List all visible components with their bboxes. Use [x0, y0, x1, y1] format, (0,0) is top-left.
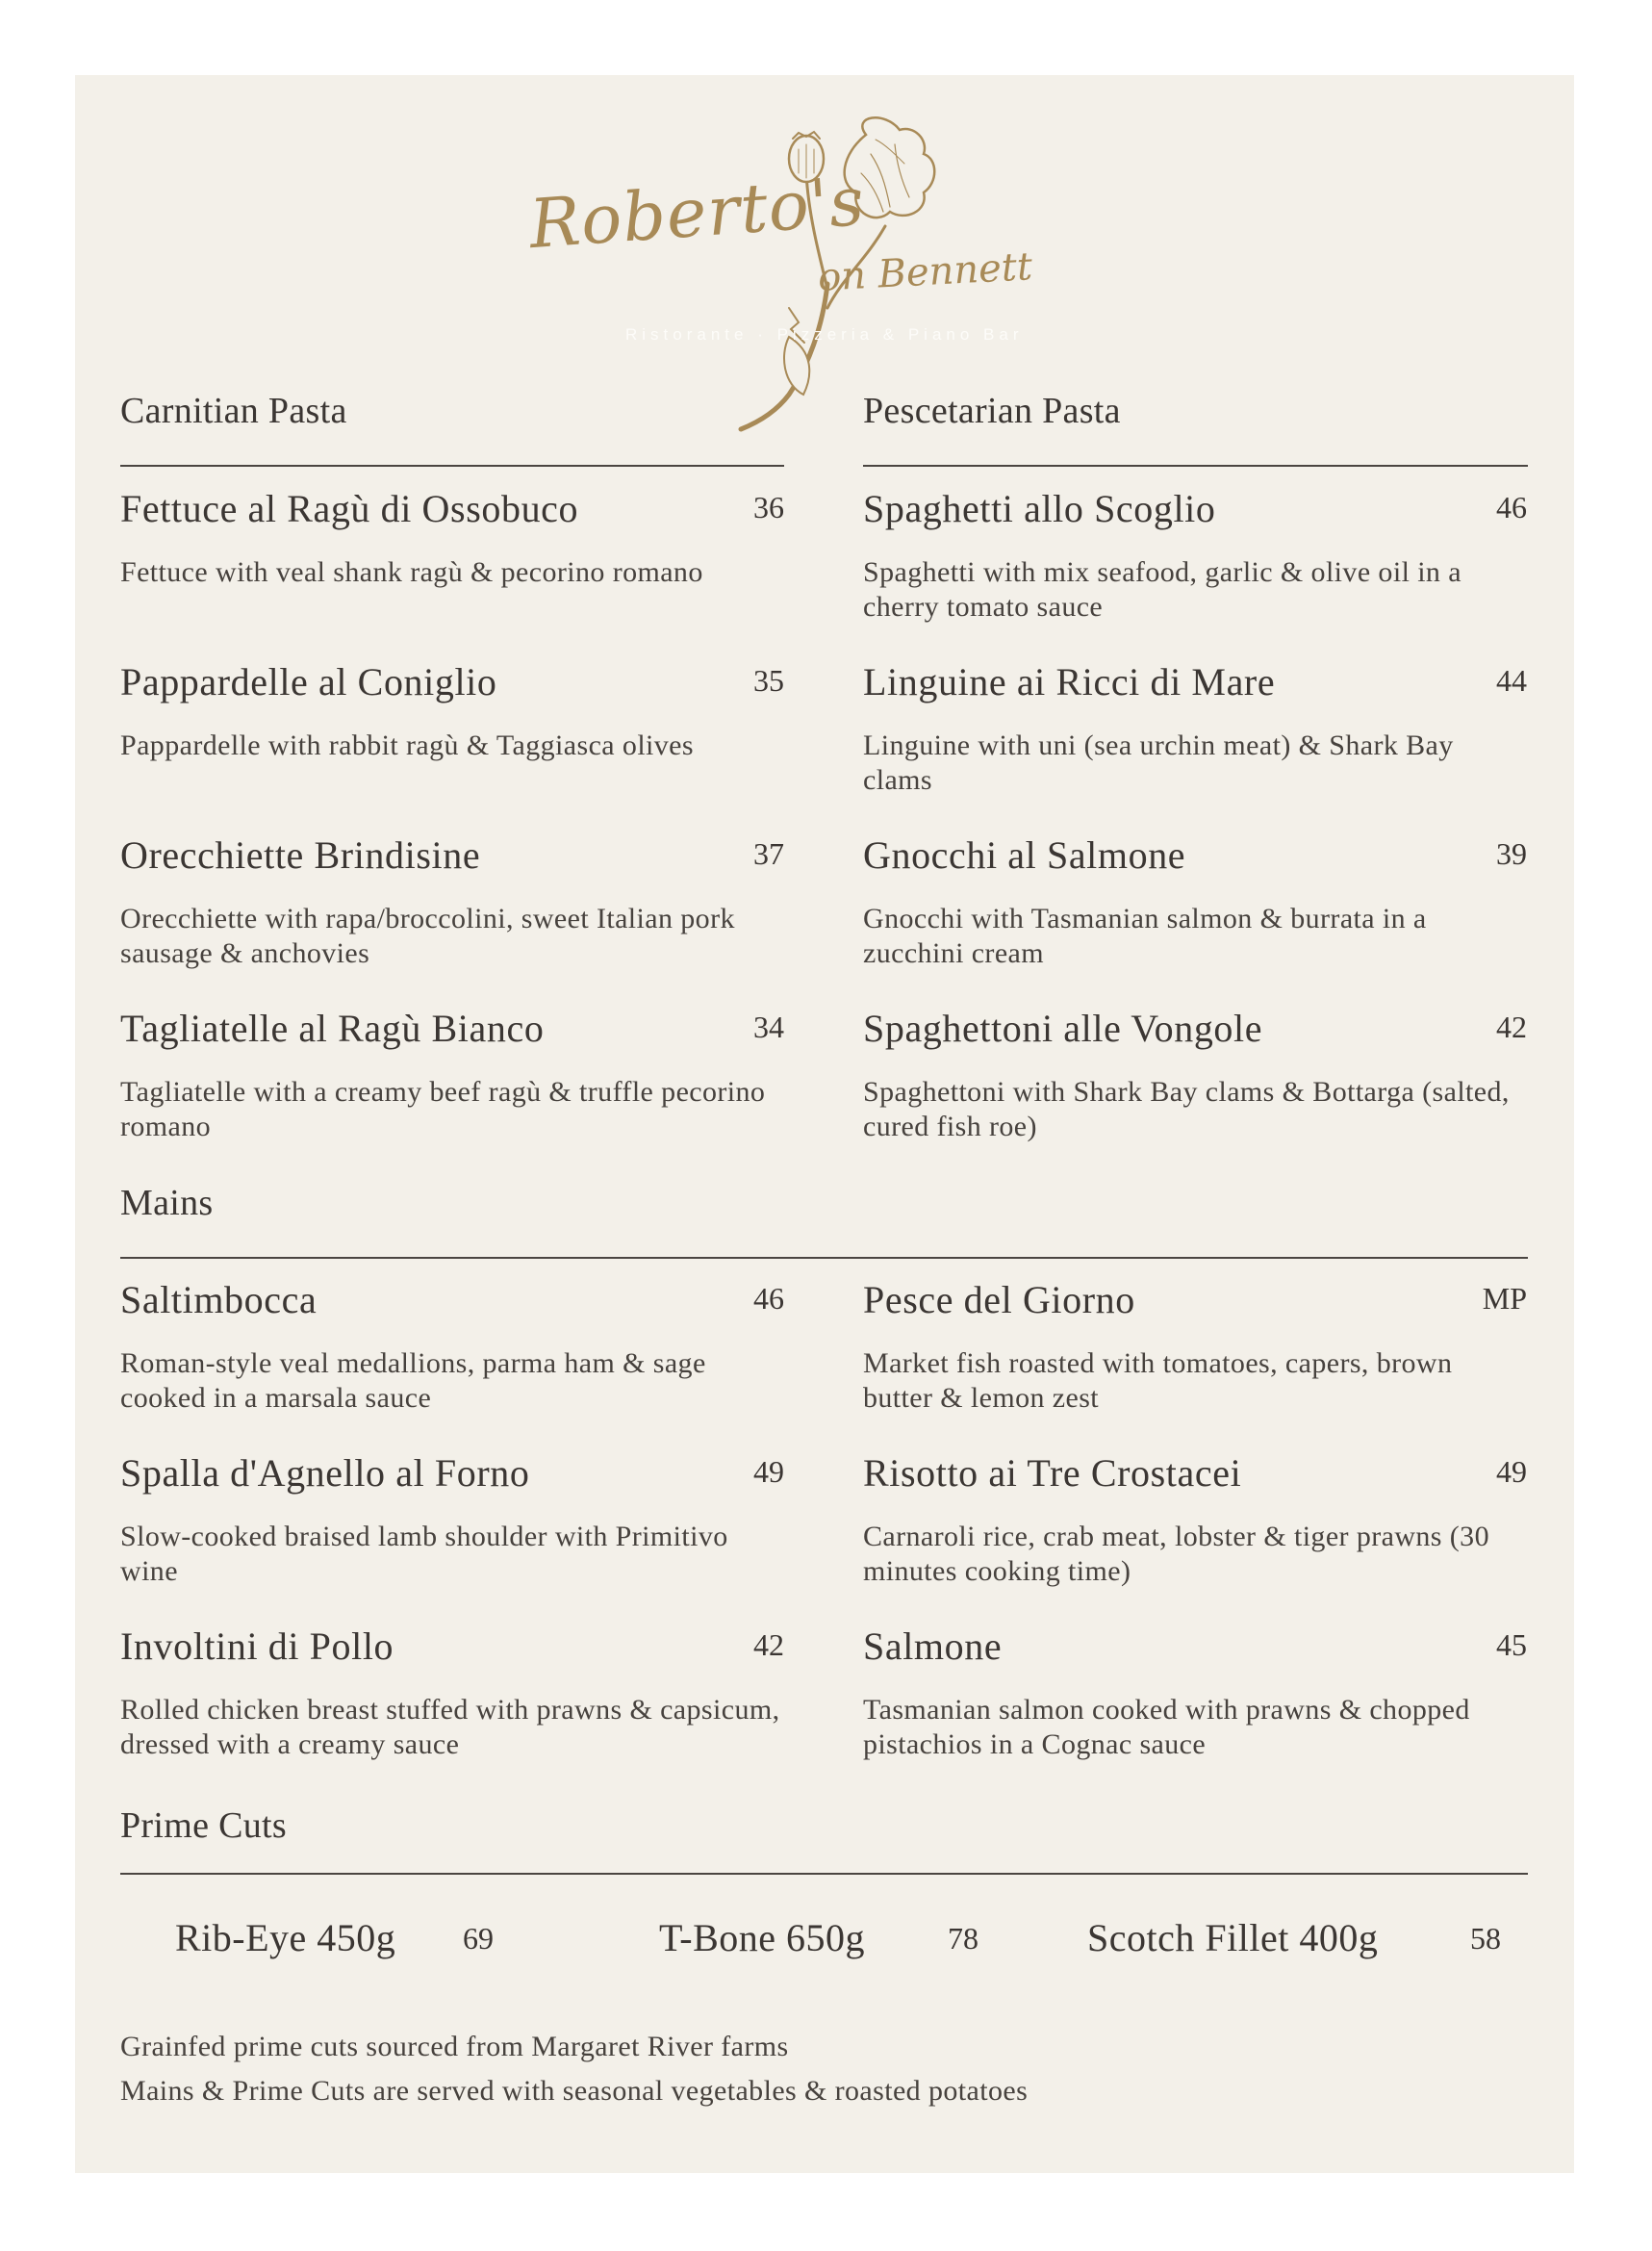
item-name: Spaghetti allo Scoglio	[863, 487, 1216, 530]
item-description: Tagliatelle with a creamy beef ragù & truffle pecorino romano	[120, 1076, 766, 1142]
item-name: Involtini di Pollo	[120, 1624, 394, 1668]
section-divider	[120, 465, 784, 467]
item-name: Gnocchi al Salmone	[863, 833, 1186, 877]
item-price: 46	[753, 1281, 784, 1316]
item-price: 42	[753, 1627, 784, 1662]
item-name: Spalla d'Agnello al Forno	[120, 1451, 530, 1495]
item-description: Market fish roasted with tomatoes, capers, brown butter & lemon zest	[863, 1347, 1453, 1414]
item-price: 37	[753, 836, 784, 871]
section-title-mains: Mains	[120, 1183, 214, 1223]
item-price: 34	[753, 1010, 784, 1044]
item-description: Fettuce with veal shank ragù & pecorino romano	[120, 556, 703, 588]
menu-item	[120, 1450, 784, 1587]
item-description: Spaghetti with mix seafood, garlic & olive oil in a cherry tomato sauce	[863, 556, 1461, 623]
menu-item	[863, 1624, 1527, 1760]
item-description: Gnocchi with Tasmanian salmon & burrata in a zucchini cream	[863, 903, 1427, 969]
item-price: 35	[753, 663, 784, 698]
item-price: 46	[1496, 490, 1527, 524]
menu-item	[120, 659, 784, 761]
prime-cuts-note: Grainfed prime cuts sourced from Margaret River farms	[120, 2031, 789, 2062]
section-divider	[120, 1873, 1528, 1875]
menu-item	[120, 1624, 784, 1760]
item-name: Fettuce al Ragù di Ossobuco	[120, 487, 579, 530]
section-title-prime-cuts: Prime Cuts	[120, 1805, 287, 1846]
section-divider	[120, 1257, 1528, 1259]
brand-name: Roberto's	[526, 161, 868, 265]
restaurant-logo	[520, 115, 1097, 433]
item-name: Salmone	[863, 1624, 1003, 1668]
menu-item	[120, 1006, 784, 1142]
prime-cut-price: 78	[948, 1921, 978, 1956]
item-price: MP	[1482, 1281, 1527, 1316]
item-description: Linguine with uni (sea urchin meat) & Shark Bay clams	[863, 729, 1454, 796]
menu-item	[120, 832, 784, 969]
section-title-pescetarian-pasta: Pescetarian Pasta	[863, 391, 1121, 431]
item-name: Linguine ai Ricci di Mare	[863, 660, 1276, 703]
menu-item	[120, 1277, 784, 1414]
menu-item	[863, 832, 1527, 969]
section-title-carnitian-pasta: Carnitian Pasta	[120, 391, 347, 431]
item-name: Orecchiette Brindisine	[120, 833, 481, 877]
item-price: 49	[1496, 1454, 1527, 1489]
item-description: Orecchiette with rapa/broccolini, sweet Italian pork sausage & anchovies	[120, 903, 735, 969]
item-price: 49	[753, 1454, 784, 1489]
item-price: 42	[1496, 1010, 1527, 1044]
item-name: Spaghettoni alle Vongole	[863, 1007, 1263, 1050]
item-description: Tasmanian salmon cooked with prawns & chopped pistachios in a Cognac sauce	[863, 1694, 1470, 1760]
item-name: Tagliatelle al Ragù Bianco	[120, 1007, 545, 1050]
prime-cut-price: 69	[463, 1921, 494, 1956]
item-name: Saltimbocca	[120, 1278, 318, 1321]
menu-item	[863, 1006, 1527, 1142]
item-price: 39	[1496, 836, 1527, 871]
brand-tagline: Ristorante · Pizzeria & Piano Bar	[625, 325, 1024, 344]
item-name: Risotto ai Tre Crostacei	[863, 1451, 1242, 1495]
menu-item	[120, 486, 784, 588]
prime-cut-price: 58	[1470, 1921, 1501, 1956]
prime-cut-name: Scotch Fillet 400g	[1087, 1916, 1379, 1959]
serving-note: Mains & Prime Cuts are served with seasonal vegetables & roasted potatoes	[120, 2075, 1029, 2107]
menu-item	[863, 659, 1527, 796]
prime-cut-name: Rib-Eye 450g	[175, 1916, 396, 1959]
item-description: Pappardelle with rabbit ragù & Taggiasca olives	[120, 729, 694, 761]
item-description: Slow-cooked braised lamb shoulder with Primitivo wine	[120, 1521, 728, 1587]
item-description: Carnaroli rice, crab meat, lobster & tiger prawns (30 minutes cooking time)	[863, 1521, 1489, 1587]
menu-item	[863, 1277, 1527, 1414]
item-price: 36	[753, 490, 784, 524]
prime-cut-name: T-Bone 650g	[659, 1916, 866, 1959]
item-name: Pesce del Giorno	[863, 1278, 1135, 1321]
menu-item	[863, 1450, 1527, 1587]
section-divider	[863, 465, 1528, 467]
brand-subtitle: on Bennett	[816, 244, 1034, 300]
item-description: Spaghettoni with Shark Bay clams & Bottarga (salted, cured fish roe)	[863, 1076, 1510, 1142]
item-name: Pappardelle al Coniglio	[120, 660, 497, 703]
item-price: 44	[1496, 663, 1527, 698]
item-description: Rolled chicken breast stuffed with prawns & capsicum, dressed with a creamy sauce	[120, 1694, 780, 1760]
item-description: Roman-style veal medallions, parma ham & sage cooked in a marsala sauce	[120, 1347, 706, 1414]
item-price: 45	[1496, 1627, 1527, 1662]
menu-item	[863, 486, 1527, 623]
